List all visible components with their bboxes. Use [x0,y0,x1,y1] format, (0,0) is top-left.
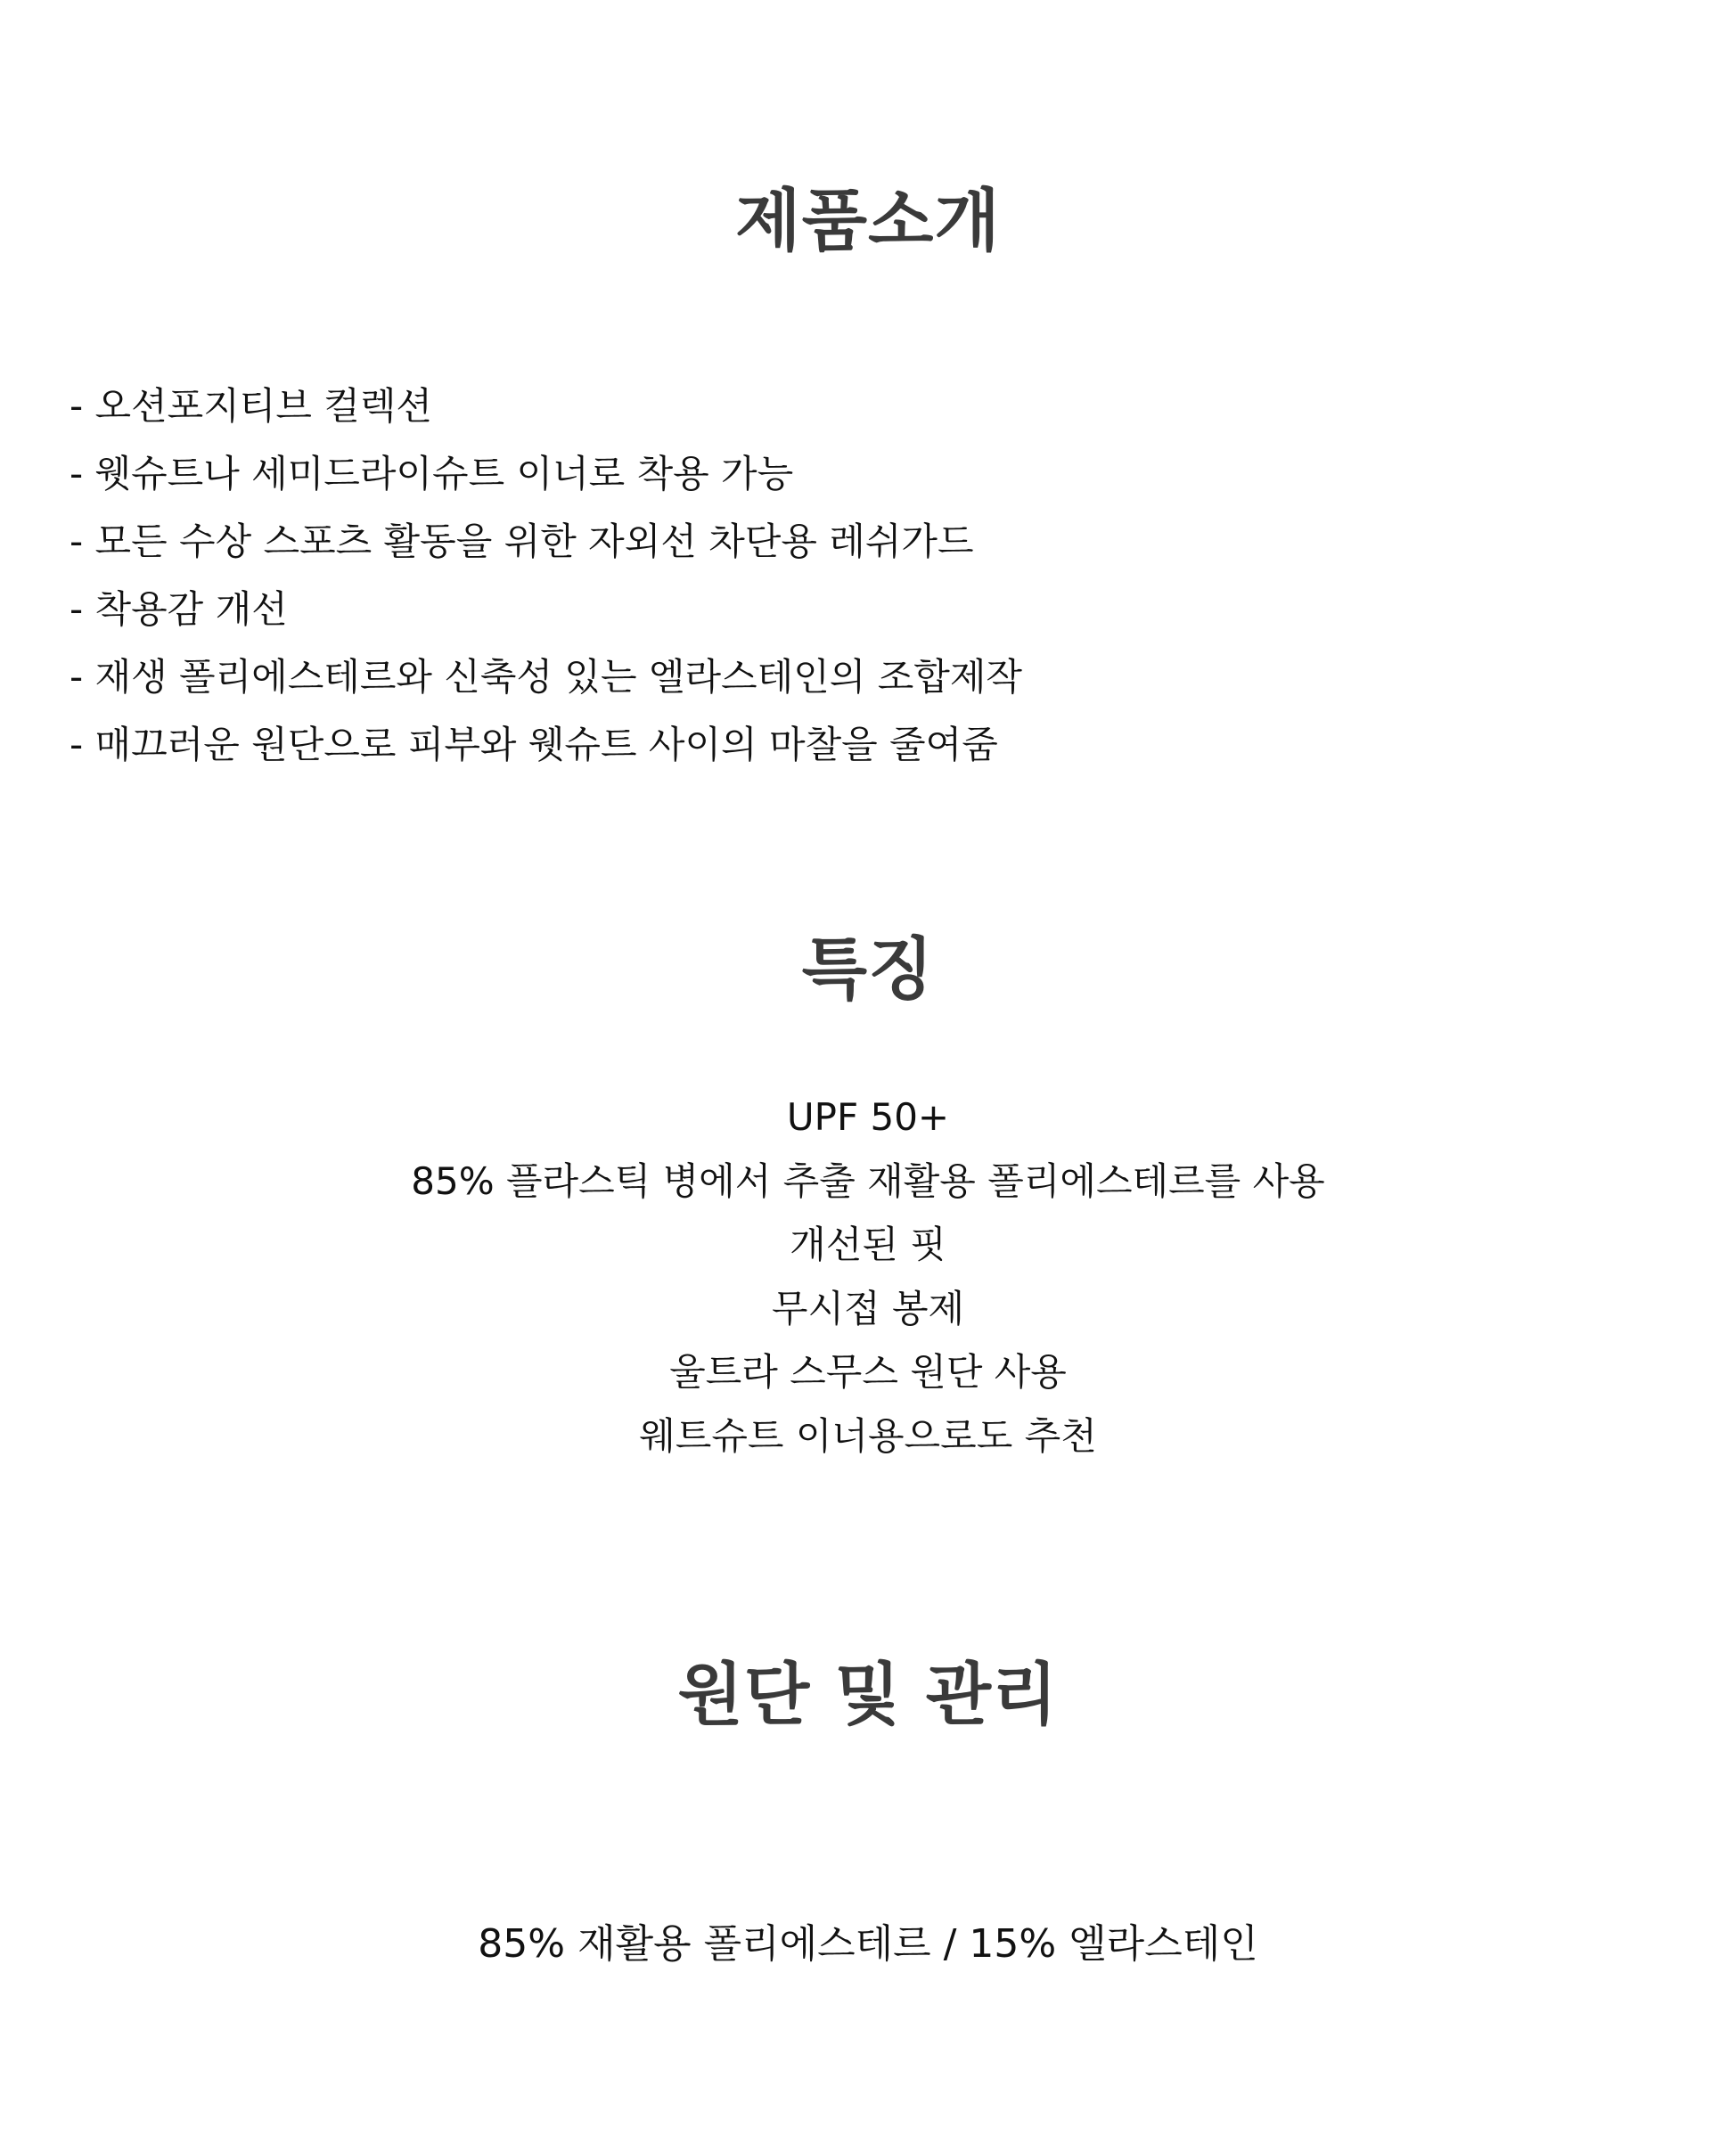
intro-list [70,372,1022,779]
intro-item: - 오션포지티브 컬렉션 [70,384,433,428]
feature-item: 85% 플라스틱 병에서 추출 재활용 폴리에스테르를 사용 [411,1158,1325,1203]
fabric-care-heading: 원단 및 관리 [677,1655,1059,1734]
feature-item: 개선된 핏 [790,1223,946,1266]
intro-item: - 웻슈트나 세미드라이슈트 이너로 착용 가능 [70,452,794,495]
intro-heading: 제품소개 [735,181,1001,260]
features-list [0,1085,1736,1468]
feature-item: 웨트슈트 이너용으로도 추천 [639,1413,1097,1458]
features-heading: 특징 [801,929,935,1009]
fabric-composition: 85% 재활용 폴리에스테르 / 15% 엘라스테인 [478,1921,1258,1967]
intro-item: - 모든 수상 스포츠 활동을 위한 자외선 차단용 레쉬가드 [70,520,974,563]
feature-item: 울트라 스무스 원단 사용 [669,1350,1067,1394]
intro-item: - 착용감 개선 [70,587,288,631]
intro-item: - 매끄러운 원단으로 피부와 웻슈트 사이의 마찰을 줄여줌 [70,723,998,766]
feature-item: 무시접 봉제 [771,1286,965,1330]
feature-item: UPF 50+ [786,1095,950,1139]
intro-item: - 재생 폴리에스테르와 신축성 있는 엘라스테인의 조합제작 [70,655,1022,699]
